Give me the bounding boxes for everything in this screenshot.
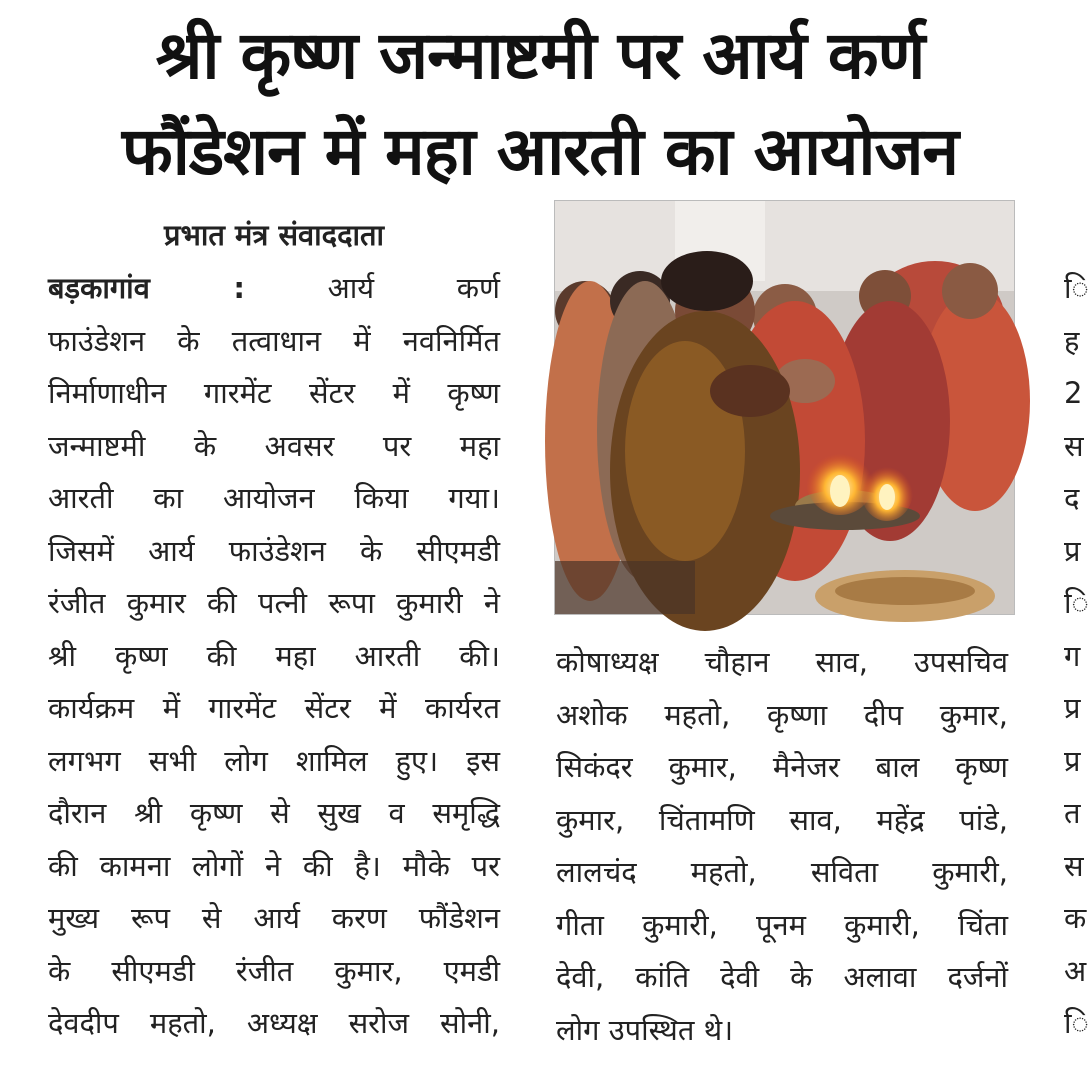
article-line: श्री कृष्ण की महा आरती की। bbox=[48, 638, 500, 673]
article-line: रंजीत कुमार की पत्नी रूपा कुमारी ने bbox=[48, 586, 500, 620]
article-line: दौरान श्री कृष्ण से सुख व समृद्धि bbox=[48, 796, 500, 830]
byline: प्रभात मंत्र संवाददाता bbox=[163, 218, 385, 252]
fragment-char: प्र bbox=[1064, 533, 1081, 568]
article-line: कोषाध्यक्ष चौहान साव, उपसचिव bbox=[556, 645, 1008, 679]
fragment-char: क bbox=[1064, 901, 1087, 935]
article-line: जन्माष्टमी के अवसर पर महा bbox=[48, 428, 500, 463]
fragment-char: ि bbox=[1064, 1006, 1089, 1040]
article-line: मुख्य रूप से आर्य करण फौंडेशन bbox=[48, 901, 500, 935]
article-line: जिसमें आर्य फाउंडेशन के सीएमडी bbox=[48, 533, 500, 568]
dateline: बड़कागांव : bbox=[48, 271, 245, 305]
article-column-1 bbox=[48, 262, 500, 1050]
article-line: अशोक महतो, कृष्णा दीप कुमार, bbox=[556, 697, 1008, 732]
fragment-char: त bbox=[1064, 796, 1081, 830]
photo-aarti-ceremony-illustration bbox=[555, 201, 1014, 614]
fragment-char: प्र bbox=[1064, 691, 1081, 725]
article-line: फाउंडेशन के तत्वाधान में नवनिर्मित bbox=[48, 323, 500, 358]
article-line: की कामना लोगों ने की है। मौके पर bbox=[48, 848, 500, 883]
article-photo bbox=[554, 200, 1015, 615]
article-line: कार्यक्रम में गारमेंट सेंटर में कार्यरत bbox=[48, 691, 500, 725]
fragment-char: ि bbox=[1064, 586, 1089, 620]
article-line: लोग उपस्थित थे। bbox=[556, 1012, 734, 1047]
fragment-char: ग bbox=[1064, 638, 1081, 673]
article-line: देवी, कांति देवी के अलावा दर्जनों bbox=[556, 960, 1008, 994]
article-line: देवदीप महतो, अध्यक्ष सरोज सोनी, bbox=[48, 1006, 500, 1040]
headline-line-2: फौंडेशन में महा आरती का आयोजन bbox=[121, 113, 959, 190]
article-line bbox=[48, 262, 500, 315]
fragment-char: द bbox=[1064, 481, 1080, 515]
article-line: लगभग सभी लोग शामिल हुए। इस bbox=[48, 743, 500, 778]
article-line: निर्माणाधीन गारमेंट सेंटर में कृष्ण bbox=[48, 376, 500, 410]
article-line: गीता कुमारी, पूनम कुमारी, चिंता bbox=[556, 907, 1008, 942]
article-line: लालचंद महतो, सविता कुमारी, bbox=[556, 855, 1008, 889]
article-column-2 bbox=[556, 636, 1008, 1056]
fragment-char: अ bbox=[1064, 953, 1087, 988]
fragment-char: स bbox=[1064, 428, 1084, 463]
fragment-char: प्र bbox=[1064, 743, 1081, 778]
fragment-char: स bbox=[1064, 848, 1084, 883]
adjacent-article-fragment bbox=[1064, 262, 1089, 1050]
article-line: आरती का आयोजन किया गया। bbox=[48, 481, 500, 515]
headline-line-1: श्री कृष्ण जन्माष्टमी पर आर्य कर्ण bbox=[155, 17, 925, 94]
fragment-char: ह bbox=[1064, 323, 1080, 358]
article-line: के सीएमडी रंजीत कुमार, एमडी bbox=[48, 953, 500, 988]
fragment-char: 2 bbox=[1064, 376, 1083, 410]
article-line-text: आर्य कर्ण bbox=[244, 271, 500, 305]
fragment-char: ि bbox=[1064, 271, 1089, 305]
article-line: कुमार, चिंतामणि साव, महेंद्र पांडे, bbox=[556, 802, 1008, 837]
article-line: सिकंदर कुमार, मैनेजर बाल कृष्ण bbox=[556, 750, 1008, 784]
